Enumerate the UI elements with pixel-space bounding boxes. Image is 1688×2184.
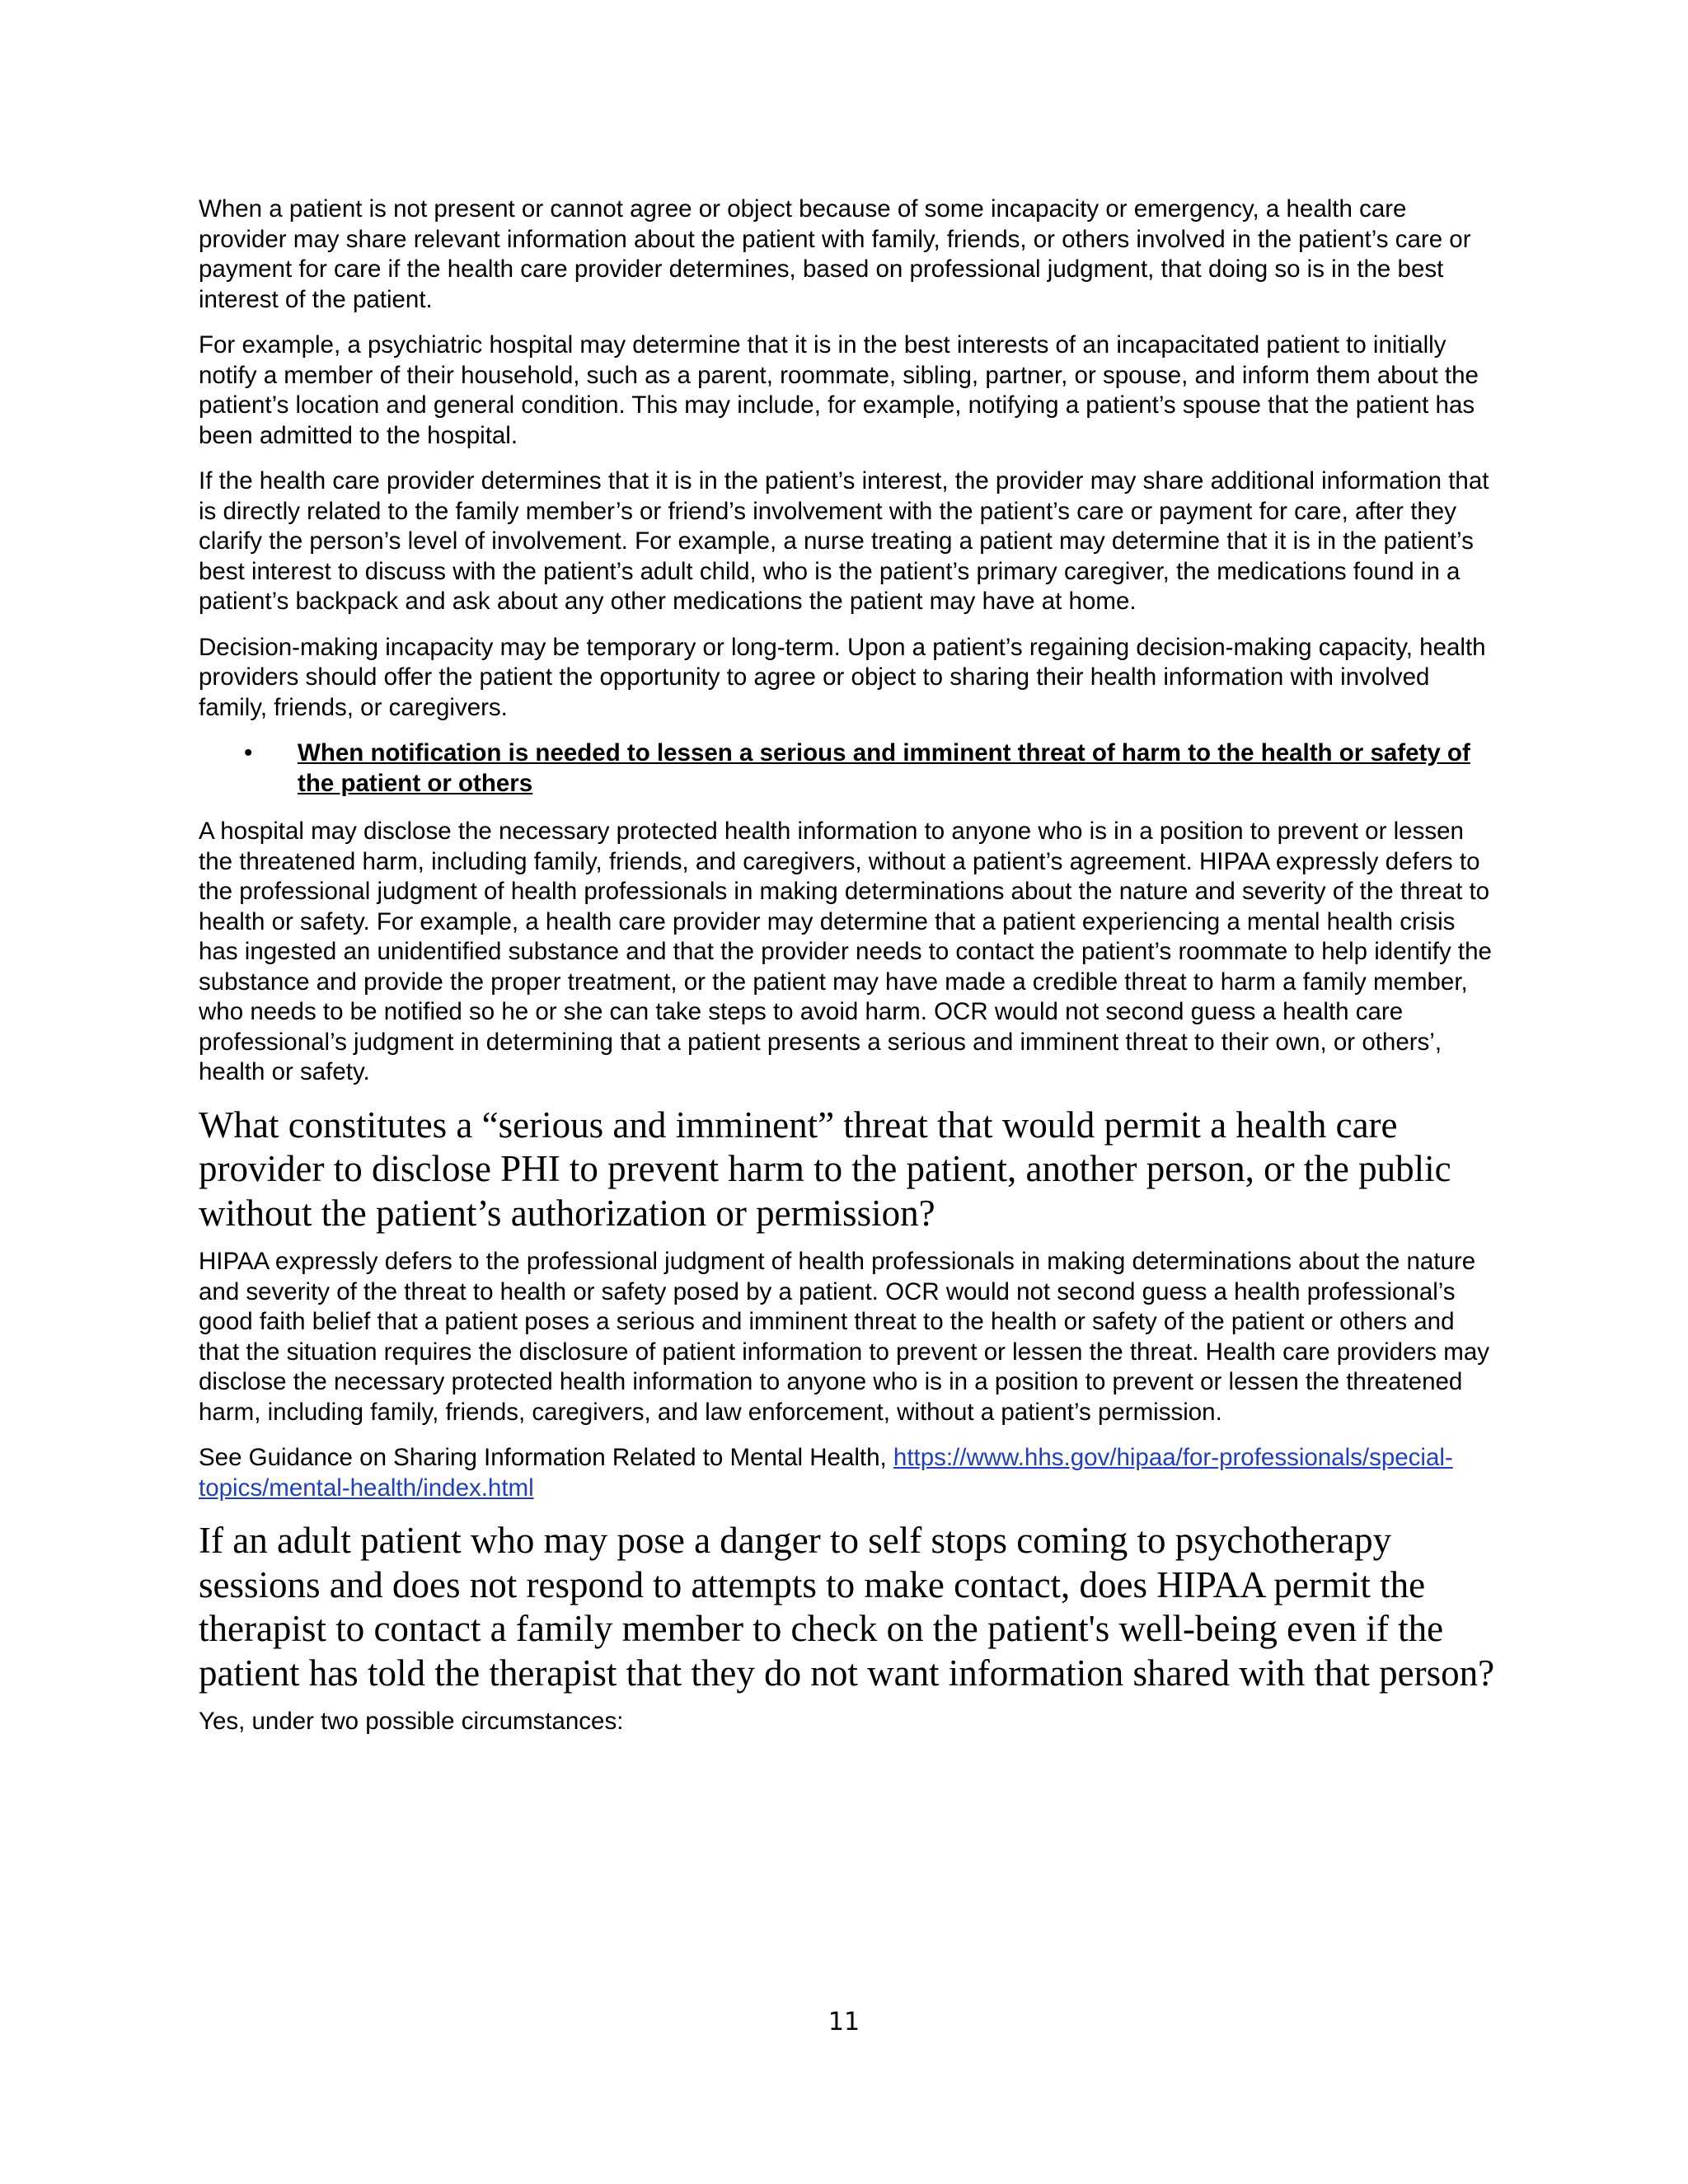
bullet-text: When notification is needed to lessen a serious and imminent threat of harm to the health or safety of the patient or others (298, 739, 1470, 797)
bullet-item-threat-notification (199, 738, 1501, 799)
document-page (199, 194, 1501, 1753)
paragraph-two-circumstances: Yes, under two possible circumstances: (199, 1708, 624, 1735)
paragraph-additional-information: If the health care provider determines that it is in the patient’s interest, the provider may share additional information that is directly related to the family member’s or friend’s involvement with the patient’s care or payment for care, after they clarify the person’s level of involvement. For example, a nurse treating a patient may determine that it is in the patient’s best interest to discuss with the patient’s adult child, who is the patient’s primary caregiver, the medications found in a patient’s backpack and ask about any other medications the patient may have at home. (199, 467, 1489, 615)
paragraph-hospital-disclosure: A hospital may disclose the necessary protected health information to anyone who is in a position to prevent or lessen the threatened harm, including family, friends, and caregivers, without a patient’s agreement. HIPAA expressly defers to the professional judgment of health professionals in making determinations about the nature and severity of the threat to health or safety. For example, a health care provider may determine that a patient experiencing a mental health crisis has ingested an unidentified substance and that the provider needs to contact the patient’s roommate to help identify the substance and provide the proper treatment, or the patient may have made a credible threat to harm a family member, who needs to be notified so he or she can take steps to avoid harm. OCR would not second guess a health care professional’s judgment in determining that a patient presents a serious and imminent threat to their own, or others’, health or safety. (199, 818, 1492, 1085)
paragraph-decision-making: Decision-making incapacity may be temporary or long-term. Upon a patient’s regaining decision-making capacity, health providers should offer the patient the opportunity to agree or object to sharing their health information with involved family, friends, or caregivers. (199, 633, 1486, 721)
paragraph-incapacity: When a patient is not present or cannot agree or object because of some incapacity or emergency, a health care provider may share relevant information about the patient with family, friends, or others involved in the patient’s care or payment for care if the health care provider determines, based on professional judgment, that doing so is in the best interest of the patient. (199, 195, 1471, 313)
bullet-icon: • (244, 739, 253, 766)
paragraph-guidance (199, 1443, 1501, 1503)
page-number: 11 (828, 2008, 860, 2036)
section-heading-psychotherapy: If an adult patient who may pose a danger to self stops coming to psychotherapy sessions and does not respond to attempts to make contact, does HIPAA permit the therapist to contact a family member to check on the patient's well-being even if the patient has told the therapist that they do not want information shared with that person? (199, 1520, 1495, 1694)
guidance-link[interactable]: https://www.hhs.gov/hipaa/for-professionals/special-topics/mental-health/index.html (199, 1444, 1453, 1502)
paragraph-professional-judgment: HIPAA expressly defers to the professional judgment of health professionals in making determinations about the nature and severity of the threat to health or safety posed by a patient. OCR would not second guess a health professional’s good faith belief that a patient poses a serious and imminent threat to the health or safety of the patient or others and that the situation requires the disclosure of patient information to prevent or lessen the threat. Health care providers may disclose the necessary protected health information to anyone who is in a position to prevent or lessen the threatened harm, including family, friends, caregivers, and law enforcement, without a patient’s permission. (199, 1248, 1489, 1426)
guidance-text: See Guidance on Sharing Information Related to Mental Health, (199, 1444, 893, 1471)
paragraph-psychiatric-example: For example, a psychiatric hospital may determine that it is in the best interests of an incapacitated patient to initially notify a member of their household, such as a parent, roommate, sibling, partner, or spouse, and inform them about the patient’s location and general condition. This may include, for example, notifying a patient’s spouse that the patient has been admitted to the hospital. (199, 331, 1479, 449)
section-heading-serious-imminent: What constitutes a “serious and imminent” threat that would permit a health care provider to disclose PHI to prevent harm to the patient, another person, or the public without the patient’s authorization or permission? (199, 1104, 1451, 1234)
